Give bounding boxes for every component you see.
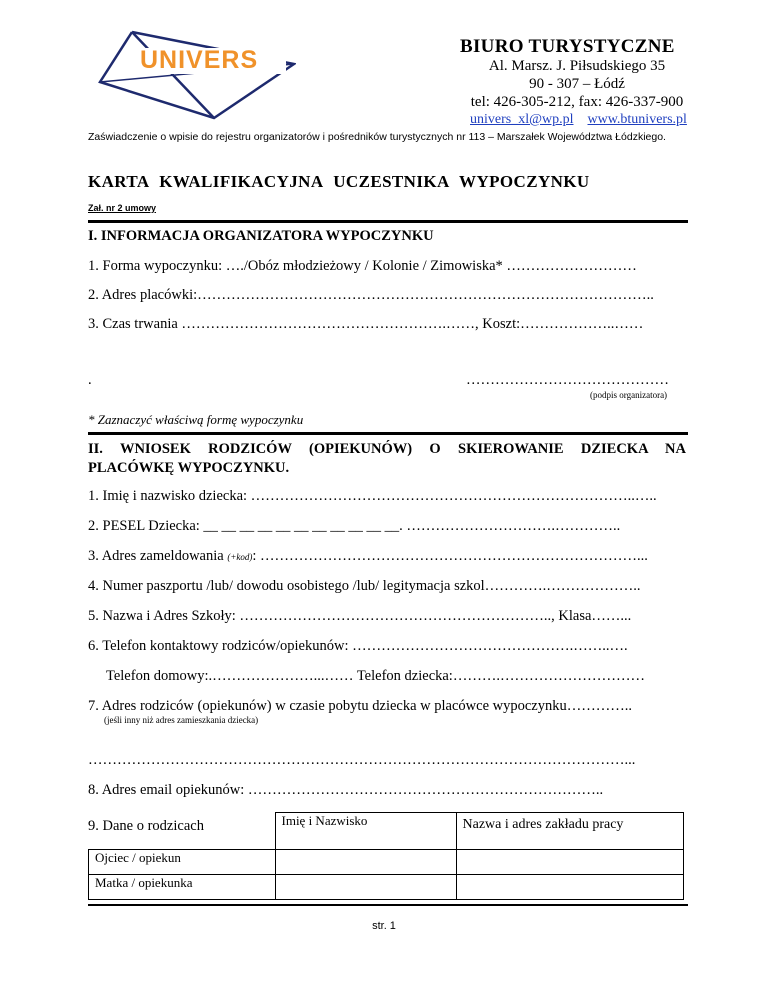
column-header-employer: Nazwa i adres zakładu pracy [456,813,683,850]
field-home-child-phone[interactable]: Telefon domowy:.…………………...…… Telefon dziecka:……….………………………… [106,668,645,684]
certificate-note: Zaświadczenie o wpisie do rejestru organizatorów i pośredników turystycznych nr 113 – Marszałek Województwa Łódzkiego. [88,131,666,143]
company-address: Al. Marsz. J. Piłsudskiego 35 [488,58,666,74]
section-divider [88,220,688,223]
company-name: BIURO TURYSTYCZNE [460,36,675,57]
company-city: 90 - 307 – Łódź [529,76,625,92]
section-2-heading-line1: II. WNIOSEK RODZICÓW (OPIEKUNÓW) O SKIEROWANIE DZIECKA NA [88,441,686,457]
logo-graphic [96,30,296,122]
table-row [89,850,684,875]
website-link[interactable]: www.btunivers.pl [587,112,687,127]
row-label-mother: Matka / opiekunka [89,875,276,900]
field-child-pesel[interactable]: 2. PESEL Dziecka: __ __ __ __ __ __ __ __ __ __ __. ………………………….………….. [88,518,621,534]
univers-logo [96,30,296,122]
bottom-divider [88,904,688,906]
stray-dot: . [88,372,92,388]
field-registered-address[interactable] [88,548,648,565]
table-row [89,813,684,850]
cell-father-name[interactable] [275,850,456,875]
section-1-heading: I. INFORMACJA ORGANIZATORA WYPOCZYNKU [88,228,434,244]
company-phone: tel: 426-305-212, fax: 426-337-900 [470,94,684,110]
address-label: 3. Adres zameldowania [88,548,228,564]
organizer-signature-label: (podpis organizatora) [590,390,668,400]
parent-address-note: (jeśli inny niż adres zamieszkania dziecka) [104,715,259,725]
cell-father-employer[interactable] [456,850,683,875]
page-number: str. 1 [372,920,396,932]
document-title: KARTA KWALIFIKACYJNA UCZESTNIKA WYPOCZYNKU [88,172,590,191]
field-id-document[interactable]: 4. Numer paszportu /lub/ dowodu osobistego /lub/ legitymacja szkol………….……………….. [88,578,641,594]
organizer-signature-line[interactable]: …………………………………… [466,372,669,388]
column-header-name: Imię i Nazwisko [275,813,456,850]
field-school[interactable]: 5. Nazwa i Adres Szkoły: ……………………………………………………….., Klasa……... [88,608,632,624]
cell-mother-name[interactable] [275,875,456,900]
field-parent-address-cont[interactable]: …………………………………………………………………………………………………... [88,752,636,768]
parents-table [88,812,684,900]
field-parent-address[interactable]: 7. Adres rodziców (opiekunów) w czasie pobytu dziecka w placówce wypoczynku………….. [88,698,632,714]
field-duration-cost[interactable]: 3. Czas trwania ……………………………………………….……, Koszt:………………..…… [88,316,644,332]
postcode-note: (+kod) [227,552,253,562]
section-2-heading [88,440,686,478]
address-dots: : ……………………………………………………………………... [252,548,648,564]
table-row [89,875,684,900]
contact-links [470,112,687,128]
field-holiday-form[interactable]: 1. Forma wypoczynku: …./Obóz młodzieżowy / Kolonie / Zimowiska* ……………………… [88,258,637,274]
email-link[interactable]: univers_xl@wp.pl [470,112,574,127]
logo-text: UNIVERS [140,46,259,74]
attachment-label: Zał. nr 2 umowy [88,203,157,213]
section-2-heading-line2: PLACÓWKĘ WYPOCZYNKU. [88,460,290,476]
field-child-name[interactable]: 1. Imię i nazwisko dziecka: ……………………………………………………………………..….. [88,488,657,504]
field-parent-email[interactable]: 8. Adres email opiekunów: ……………………………………………………………….. [88,782,604,798]
field-venue-address[interactable]: 2. Adres placówki:………………………………………………………………………………….. [88,287,654,303]
cell-mother-employer[interactable] [456,875,683,900]
field-parent-phone[interactable]: 6. Telefon kontaktowy rodziców/opiekunów: ……………………………………….……..…. [88,638,628,654]
section-divider [88,432,688,435]
table-corner [89,813,276,850]
row-label-father: Ojciec / opiekun [89,850,276,875]
parents-data-label: 9. Dane o rodzicach [88,818,204,834]
footnote: * Zaznaczyć właściwą formę wypoczynku [88,412,304,427]
